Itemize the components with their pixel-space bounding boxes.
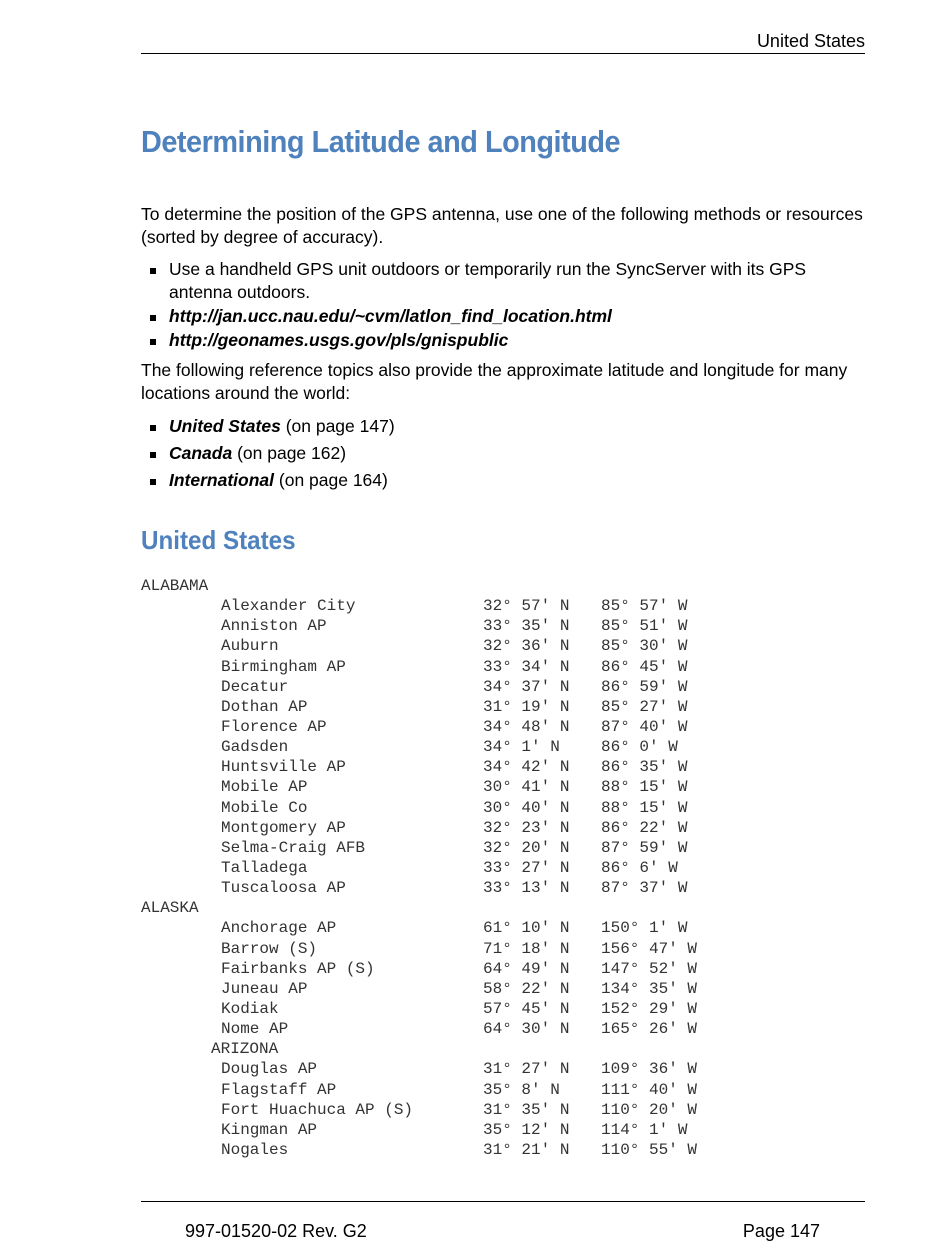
latitude: 64° 30' N [483, 1020, 570, 1039]
latitude: 33° 35' N [483, 617, 570, 636]
latitude: 57° 45' N [483, 999, 570, 1018]
latitude: 34° 1' N [483, 738, 560, 757]
methods-list [141, 258, 861, 352]
longitude-cell [591, 1080, 715, 1100]
section-heading: United States [141, 525, 296, 555]
bullet-square-icon [150, 452, 156, 458]
longitude-cell [591, 677, 715, 697]
city-name: Anchorage AP [221, 919, 337, 938]
city-name: Nome AP [221, 1020, 289, 1039]
longitude: 86° 35' W [601, 758, 688, 777]
longitude-cell [591, 757, 715, 777]
bullet-square-icon [150, 425, 156, 431]
longitude: 86° 22' W [601, 818, 688, 837]
bullet-square-icon [150, 315, 156, 321]
city-name: Flagstaff AP [221, 1080, 337, 1099]
longitude: 165° 26' W [601, 1020, 698, 1039]
method-link[interactable]: http://jan.ucc.nau.edu/~cvm/latlon_find_location.html [169, 306, 612, 326]
list-item[interactable] [141, 469, 861, 492]
longitude: 86° 0' W [601, 738, 678, 757]
latitude: 35° 12' N [483, 1120, 570, 1139]
reference-link[interactable]: International [169, 470, 275, 490]
latitude: 33° 34' N [483, 657, 570, 676]
city-name: Alexander City [221, 597, 356, 616]
latitude: 58° 22' N [483, 979, 570, 998]
longitude-cell [591, 798, 715, 818]
longitude-cell [591, 979, 715, 999]
longitude: 85° 27' W [601, 697, 688, 716]
city-name: Kingman AP [221, 1120, 318, 1139]
city-name: Selma-Craig AFB [221, 838, 366, 857]
longitude-cell [591, 636, 715, 656]
latitude: 64° 49' N [483, 959, 570, 978]
longitude: 152° 29' W [601, 999, 698, 1018]
city-name: Douglas AP [221, 1060, 318, 1079]
longitude-cell [591, 959, 715, 979]
longitude: 111° 40' W [601, 1080, 698, 1099]
longitude: 87° 59' W [601, 838, 688, 857]
city-name: Huntsville AP [221, 758, 346, 777]
reference-page: (on page 162) [232, 443, 347, 463]
longitude-cell [591, 818, 715, 838]
longitude: 147° 52' W [601, 959, 698, 978]
latitude: 34° 37' N [483, 677, 570, 696]
state-name: ARIZONA [211, 1040, 279, 1059]
city-name: Florence AP [221, 717, 327, 736]
running-header [141, 30, 865, 54]
longitude-cell [591, 918, 715, 938]
longitude-cell [591, 878, 715, 898]
latitude: 34° 42' N [483, 758, 570, 777]
latitude: 32° 57' N [483, 597, 570, 616]
intro-paragraph: To determine the position of the GPS antenna, use one of the following methods or resources (sorted by degree of accuracy). [141, 204, 863, 247]
longitude: 156° 47' W [601, 939, 698, 958]
latitude: 32° 36' N [483, 637, 570, 656]
city-name: Auburn [221, 637, 279, 656]
list-item[interactable] [141, 415, 861, 438]
latitude: 33° 13' N [483, 879, 570, 898]
longitude-cell [591, 838, 715, 858]
list-item[interactable] [141, 305, 861, 328]
reference-page: (on page 164) [274, 470, 388, 490]
longitude: 109° 36' W [601, 1060, 698, 1079]
latitude: 31° 27' N [483, 1060, 570, 1079]
reference-link[interactable]: United States [169, 416, 281, 436]
method-text: Use a handheld GPS unit outdoors or temporarily run the SyncServer with its GPS antenna outdoors. [169, 259, 807, 302]
longitude-cell [591, 858, 715, 878]
latitude: 71° 18' N [483, 939, 570, 958]
longitude: 85° 51' W [601, 617, 688, 636]
latitude: 31° 21' N [483, 1140, 570, 1159]
list-item[interactable] [141, 442, 861, 465]
longitude: 86° 45' W [601, 657, 688, 676]
method-link[interactable]: http://geonames.usgs.gov/pls/gnispublic [169, 330, 509, 350]
city-name: Gadsden [221, 738, 289, 757]
city-name: Anniston AP [221, 617, 327, 636]
latitude: 32° 20' N [483, 838, 570, 857]
city-name: Fairbanks AP (S) [221, 959, 375, 978]
longitude: 150° 1' W [601, 919, 688, 938]
longitude-cell [591, 999, 715, 1019]
latitude: 34° 48' N [483, 717, 570, 736]
reference-page: (on page 147) [280, 416, 395, 436]
reference-paragraph: The following reference topics also provide the approximate latitude and longitude for many locations around the world: [141, 360, 848, 403]
longitude-cell [591, 616, 715, 636]
longitude-cell [591, 1140, 715, 1160]
longitude-cell [591, 1120, 715, 1140]
latitude: 61° 10' N [483, 919, 570, 938]
city-name: Montgomery AP [221, 818, 346, 837]
city-name: Juneau AP [221, 979, 308, 998]
longitude-cell [591, 737, 715, 757]
longitude: 110° 20' W [601, 1100, 698, 1119]
state-name: ALABAMA [141, 577, 209, 595]
list-item [141, 258, 861, 304]
city-name: Talladega [221, 858, 308, 877]
longitude: 114° 1' W [601, 1120, 688, 1139]
footer-rule [141, 1201, 865, 1202]
longitude: 134° 35' W [601, 979, 698, 998]
city-name: Kodiak [221, 999, 279, 1018]
longitude-cell [591, 1059, 715, 1079]
latitude: 32° 23' N [483, 818, 570, 837]
latitude: 30° 41' N [483, 778, 570, 797]
page-title: Determining Latitude and Longitude [141, 124, 621, 159]
running-header-title: United States [756, 31, 865, 51]
city-name: Birmingham AP [221, 657, 346, 676]
longitude-cell [591, 1100, 715, 1120]
bullet-square-icon [150, 479, 156, 485]
longitude: 85° 57' W [601, 597, 688, 616]
longitude-cell [591, 939, 715, 959]
city-name: Nogales [221, 1140, 289, 1159]
longitude-cell [591, 657, 715, 677]
city-name: Decatur [221, 677, 289, 696]
longitude-cell [591, 717, 715, 737]
longitude: 88° 15' W [601, 778, 688, 797]
list-item[interactable] [141, 329, 861, 352]
city-name: Tuscaloosa AP [221, 879, 346, 898]
longitude: 87° 40' W [601, 717, 688, 736]
longitude: 88° 15' W [601, 798, 688, 817]
longitude: 110° 55' W [601, 1140, 698, 1159]
longitude: 87° 37' W [601, 879, 688, 898]
latitude: 30° 40' N [483, 798, 570, 817]
city-name: Barrow (S) [221, 939, 318, 958]
page-number: Page 147 [742, 1221, 820, 1241]
reference-link[interactable]: Canada [169, 443, 233, 463]
longitude-cell [591, 697, 715, 717]
document-number: 997-01520-02 Rev. G2 [185, 1221, 367, 1241]
longitude-cell [591, 596, 715, 616]
bullet-square-icon [150, 268, 156, 274]
longitude: 86° 59' W [601, 677, 688, 696]
longitude: 86° 6' W [601, 858, 678, 877]
city-name: Mobile AP [221, 778, 308, 797]
latitude: 31° 35' N [483, 1100, 570, 1119]
longitude: 85° 30' W [601, 637, 688, 656]
longitude-cell [591, 777, 715, 797]
bullet-square-icon [150, 339, 156, 345]
state-name: ALASKA [141, 899, 199, 918]
city-name: Mobile Co [221, 798, 308, 817]
city-name: Fort Huachuca AP (S) [221, 1100, 414, 1119]
latitude: 31° 19' N [483, 697, 570, 716]
latitude: 35° 8' N [483, 1080, 560, 1099]
latitude: 33° 27' N [483, 858, 570, 877]
references-list [141, 415, 861, 492]
longitude-cell [591, 1019, 715, 1039]
city-name: Dothan AP [221, 697, 308, 716]
